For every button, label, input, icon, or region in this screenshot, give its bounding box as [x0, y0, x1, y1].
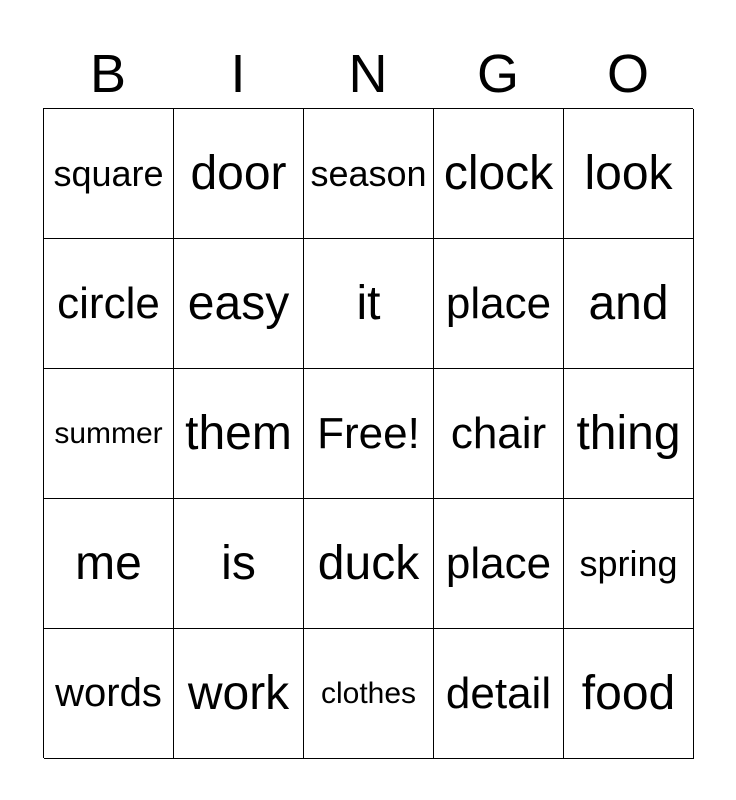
- bingo-cell[interactable]: [174, 239, 304, 369]
- cell-word: thing: [576, 407, 681, 460]
- bingo-cell[interactable]: [564, 499, 694, 629]
- bingo-cell[interactable]: [434, 239, 564, 369]
- cell-word: circle: [57, 278, 160, 328]
- bingo-cell[interactable]: [434, 369, 564, 499]
- cell-word: summer: [54, 416, 163, 450]
- bingo-cell[interactable]: [434, 629, 564, 759]
- header-letter-g: G: [476, 44, 519, 104]
- bingo-header: [43, 40, 693, 108]
- header-letter-n: N: [348, 44, 388, 104]
- cell-word: easy: [187, 277, 290, 330]
- bingo-cell[interactable]: [564, 369, 694, 499]
- cell-word: them: [185, 407, 292, 460]
- cell-word: clock: [443, 147, 554, 200]
- bingo-cell[interactable]: [44, 109, 174, 239]
- bingo-cell[interactable]: [434, 499, 564, 629]
- bingo-cell[interactable]: [174, 499, 304, 629]
- header-letter-i: I: [230, 44, 246, 104]
- free-space-label: Free!: [317, 408, 420, 458]
- bingo-card-grid: [43, 108, 693, 758]
- bingo-cell[interactable]: [44, 629, 174, 759]
- cell-word: duck: [317, 537, 420, 590]
- cell-word: me: [75, 537, 142, 590]
- cell-word: chair: [450, 408, 547, 458]
- header-letter-o: O: [606, 44, 649, 104]
- bingo-cell[interactable]: [564, 629, 694, 759]
- bingo-cell[interactable]: [304, 239, 434, 369]
- cell-word: square: [53, 152, 164, 194]
- bingo-cell[interactable]: [564, 109, 694, 239]
- cell-word: place: [445, 278, 552, 328]
- cell-word: clothes: [320, 676, 417, 710]
- bingo-cell[interactable]: [564, 239, 694, 369]
- cell-word: food: [581, 667, 676, 720]
- cell-word: season: [310, 152, 427, 194]
- free-space-cell[interactable]: [304, 369, 434, 499]
- bingo-cell[interactable]: [44, 239, 174, 369]
- bingo-cell[interactable]: [174, 369, 304, 499]
- cell-word: is: [221, 537, 256, 590]
- cell-word: place: [445, 538, 552, 588]
- bingo-cell[interactable]: [304, 109, 434, 239]
- bingo-cell[interactable]: [174, 109, 304, 239]
- cell-word: spring: [579, 542, 678, 584]
- cell-word: look: [584, 147, 673, 200]
- cell-word: and: [588, 277, 669, 330]
- bingo-cell[interactable]: [304, 629, 434, 759]
- bingo-cell[interactable]: [44, 499, 174, 629]
- bingo-cell[interactable]: [304, 499, 434, 629]
- cell-word: detail: [445, 668, 552, 718]
- cell-word: door: [190, 147, 287, 200]
- header-letter-b: B: [89, 44, 127, 104]
- bingo-cell[interactable]: [434, 109, 564, 239]
- cell-word: work: [187, 667, 290, 720]
- cell-word: it: [356, 277, 381, 330]
- cell-word: words: [55, 671, 162, 715]
- bingo-cell[interactable]: [174, 629, 304, 759]
- bingo-cell[interactable]: [44, 369, 174, 499]
